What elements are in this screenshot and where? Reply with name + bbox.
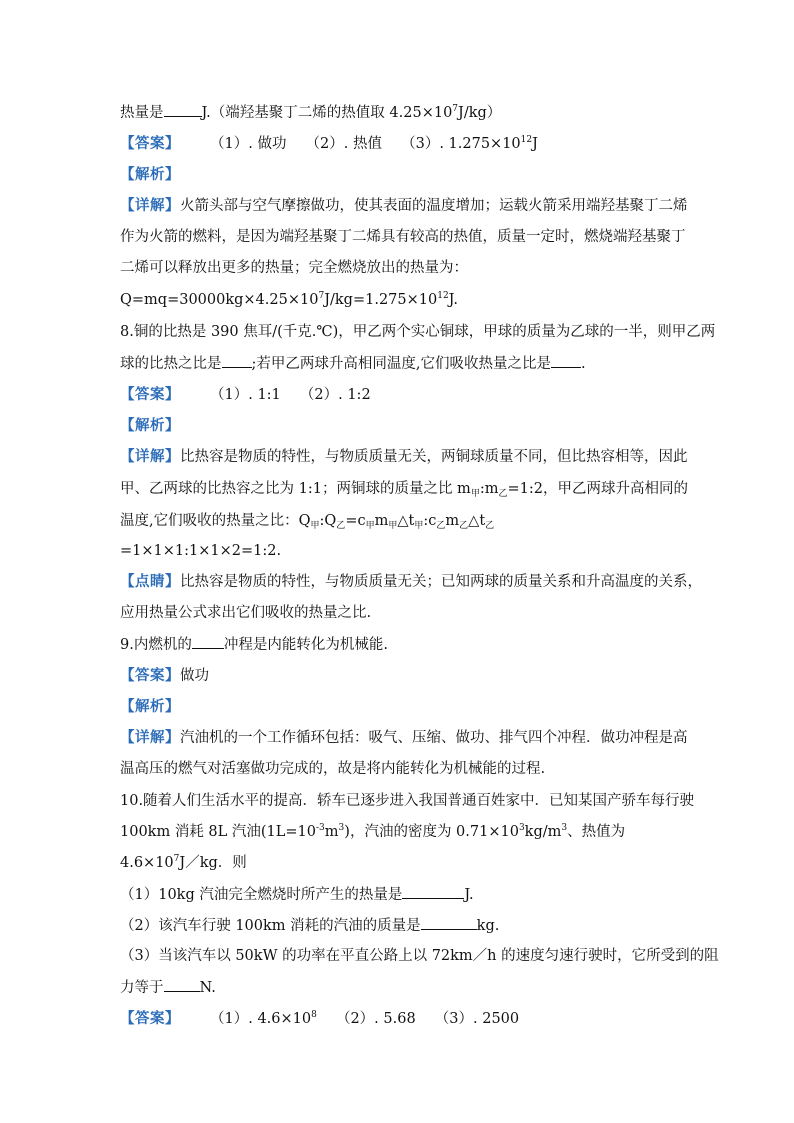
answer-tag: 【答案】 <box>120 386 180 403</box>
subquestion-line: （3）当该汽车以 50kW 的功率在平直公路上以 72km／h 的速度匀速行驶时，它所受到的阻 <box>120 948 719 964</box>
answer-tag: 【答案】 <box>120 1010 180 1027</box>
analysis-line <box>120 416 680 436</box>
answer-line: 【答案】 （1）. 1:1 （2）. 1:2 <box>120 386 371 403</box>
answer-blank <box>192 634 224 649</box>
formula-line: =1×1×1:1×1×2=1:2. <box>120 543 282 559</box>
analysis-tag: 【解析】 <box>120 417 180 434</box>
text-line: 热量是 J.（端羟基聚丁二烯的热值取 $4.25\times 10^7J/kg$） <box>120 104 502 121</box>
answer-line: 【答案】 （1）. $4.6\times 10^8$ （2）. 5.68 （3）. 2500 <box>120 1010 520 1027</box>
subquestion-line: （2）该汽车行驶 100km 消耗的汽油的质量是 kg. <box>120 915 680 936</box>
detail-tag: 【详解】 <box>120 197 180 214</box>
formula-line: $Q=mq=30000kg\times 4.25\times 10^7J/kg=1.275\times 10^{12}J$. <box>120 291 458 308</box>
analysis-tag: 【解析】 <box>120 698 180 715</box>
answer-blank <box>222 353 252 368</box>
answer-line: 【答案】 （1）. 做功 （2）. 热值 （3）. $1.275\times 10^{12}J$ <box>120 135 538 152</box>
text-line: 球的比热之比是 ;若甲乙两球升高相同温度,它们吸收热量之比是 . <box>120 353 680 374</box>
text-line: $4.6\times 10^7J/kg$．则 <box>120 854 247 871</box>
detail-line: 【详解】汽油机的一个工作循环包括：吸气、压缩、做功、排气四个冲程．做功冲程是高 <box>120 729 688 746</box>
question-line: 9.内燃机的 冲程是内能转化为机械能. <box>120 634 680 655</box>
answer-blank <box>421 915 477 930</box>
detail-tag: 【详解】 <box>120 729 180 746</box>
text-line: 作为火箭的燃料，是因为端羟基聚丁二烯具有较高的热值，质量一定时，燃烧端羟基聚丁 <box>120 229 686 245</box>
text-line: 应用热量公式求出它们吸收的热量之比. <box>120 605 372 621</box>
question-line: 10.随着人们生活水平的提高．轿车已逐步进入我国普通百姓家中．已知某国产骄车每行驶 <box>120 793 695 809</box>
tip-line: 【点睛】比热容是物质的特性，与物质质量无关；已知两球的质量关系和升高温度的关系， <box>120 573 702 590</box>
answer-blank <box>551 353 581 368</box>
answer-line: 【答案】做功 <box>120 667 209 684</box>
formula-line: 温度,它们吸收的热量之比：$Q_甲:Q_乙=c_甲m_甲\triangle t_甲:c_乙m_乙\triangle t_乙$ <box>120 513 495 531</box>
analysis-line <box>120 697 680 717</box>
text-line: 力等于 N. <box>120 977 680 998</box>
text-line: 甲、乙两球的比热容之比为 1:1；两铜球的质量之比 $m_甲:m_乙=1:2$，甲乙两球升高相同的 <box>120 481 688 499</box>
answer-blank <box>402 884 464 899</box>
answer-tag: 【答案】 <box>120 135 180 152</box>
answer-blank <box>164 977 200 992</box>
analysis-line <box>120 165 680 185</box>
answer-blank <box>164 102 202 117</box>
detail-tag: 【详解】 <box>120 448 180 465</box>
tip-tag: 【点睛】 <box>120 573 180 590</box>
text-line: 温高压的燃气对活塞做功完成的，故是将内能转化为机械能的过程. <box>120 761 546 777</box>
text-line: 二烯可以释放出更多的热量；完全燃烧放出的热量为： <box>120 260 468 276</box>
detail-line: 【详解】比热容是物质的特性，与物质质量无关，两铜球质量不同，但比热容相等，因此 <box>120 448 688 465</box>
text-line: 100km 消耗 8L 汽油$(1L=10^{-3}m^3)$，汽油的密度为 $0.71\times 10^3kg/m^3$、热值为 <box>120 823 626 840</box>
analysis-tag: 【解析】 <box>120 166 180 183</box>
question-line: 8.铜的比热是 390 焦耳/(千克.℃)，甲乙两个实心铜球，甲球的质量为乙球的一半，则甲乙两 <box>120 324 716 340</box>
subquestion-line: （1）10kg 汽油完全燃烧时所产生的热量是 J. <box>120 884 680 905</box>
answer-tag: 【答案】 <box>120 667 180 684</box>
detail-line: 【详解】火箭头部与空气摩擦做功，使其表面的温度增加；运载火箭采用端羟基聚丁二烯 <box>120 197 688 214</box>
